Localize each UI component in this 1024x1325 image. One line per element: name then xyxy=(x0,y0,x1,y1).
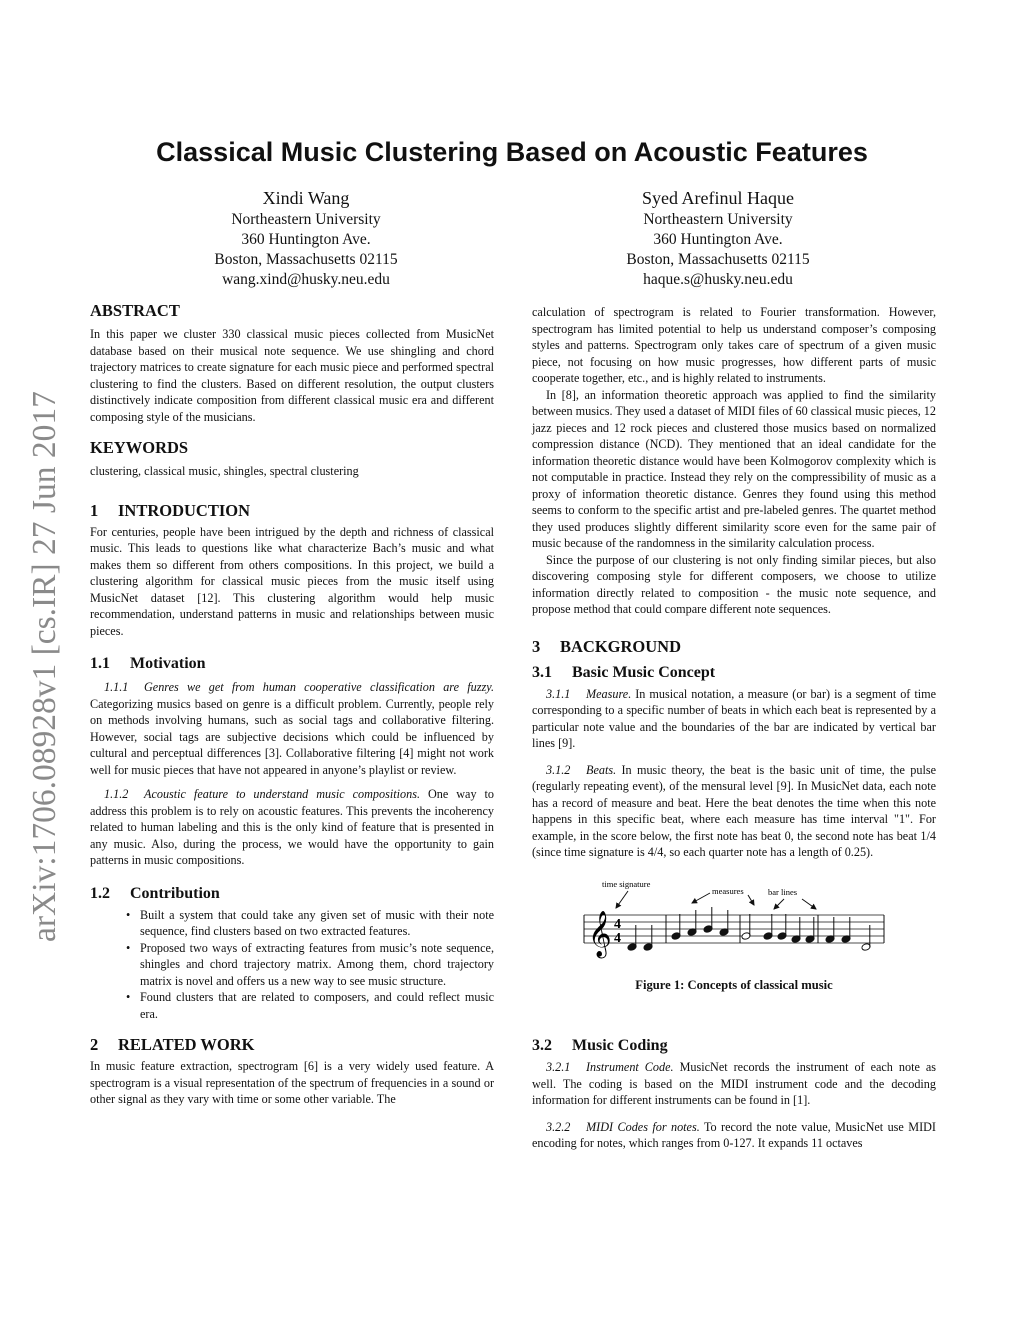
arxiv-stamp xyxy=(22,366,68,942)
keywords-text: clustering, classical music, shingles, spectral clustering xyxy=(90,464,359,478)
subsubsection-title: Instrument Code. xyxy=(586,1060,674,1074)
subsubsection-title: Beats. xyxy=(586,762,617,777)
author-street: 360 Huntington Ave. xyxy=(653,231,783,248)
left-column xyxy=(90,300,494,1108)
keywords-heading: KEYWORDS xyxy=(90,438,189,457)
subsubsection-text: One way to address this problem is to rely on acoustic features. This prevents the incoherency related to human labeling and this is the only kind of feature that is presented in any music. Also, during the process, we would have the opportunity to gain patterns in music compositions. xyxy=(90,787,494,867)
subsubsection-text: In musical notation, a measure (or bar) is a segment of time corresponding to a specific number of beats in which each beat is represented by a particular note value and the boundaries of the bar are indicated by vertical bar lines [9]. xyxy=(532,686,936,750)
paragraph-3-2-2 xyxy=(532,1119,936,1152)
section-heading-related-work xyxy=(90,1034,494,1056)
paragraph-3-2-1 xyxy=(532,1059,936,1109)
subsection-number: 3.1 xyxy=(532,663,552,681)
author-name: Syed Arefinul Haque xyxy=(642,188,794,208)
author-email: wang.xind@husky.neu.edu xyxy=(222,271,390,288)
label-bar-lines: bar lines xyxy=(768,886,798,897)
subsubsection-number: 1.1.1 xyxy=(104,680,129,694)
arxiv-id: arXiv:1706.08928v1 [cs.IR] 27 Jun 2017 xyxy=(26,391,63,942)
subsubsection-number: 3.1.2 xyxy=(546,762,571,777)
section-title: RELATED WORK xyxy=(118,1035,255,1054)
author-city: Boston, Massachusetts 02115 xyxy=(214,251,398,268)
related-work-paragraph-2: In [8], an information theoretic approach was applied to find the similarity between musics. They used a dataset of MIDI files of 60 classical music pieces, 12 jazz pieces and 12 rock pieces and clustered those musics based on normalized compression distance (NCD). They mentioned that an ideal candidate for the information theoretic distance would have been Kolmogorov complexity which is not computable in practice. Instead they rely on the compressibility of music as a proxy of information theoretic distance. Genres they found using this method seems to conform to the specific artist and pre-labeled genres. The quartet method they used produces slightly different similarity score even for the same pair of music because of the randomness in the similarity calculation process. xyxy=(532,387,936,550)
arrow-measures-right xyxy=(748,895,754,905)
section-title: BACKGROUND xyxy=(560,636,682,656)
section-number: 1 xyxy=(90,500,99,520)
subsubsection-text: MusicNet records the instrument of each note as well. The coding is based on the MIDI instrument code and the decoding information for different instruments can be found in [1]. xyxy=(532,1060,937,1107)
time-signature-bottom: 4 xyxy=(614,930,621,946)
subsection-number: 3.2 xyxy=(532,1037,552,1054)
author-city: Boston, Massachusetts 02115 xyxy=(626,251,810,268)
contribution-list xyxy=(90,907,494,1023)
music-score-figure xyxy=(532,875,936,971)
list-item: • Found clusters that are related to composers, and could reflect music era. xyxy=(140,989,494,1022)
abstract-text: In this paper we cluster 330 classical music pieces collected from MusicNet database based on their musical note sequence. We use shingling and chord trajectory matrices to create signature for each music piece and performed spectral clustering to find the clusters. Based on different resolution, the output clusters distinctively indicate composition from different classical music era and different composing style of the musicians. xyxy=(90,327,494,424)
arrow-measures-left xyxy=(692,893,710,903)
section-title: INTRODUCTION xyxy=(118,500,251,520)
list-item: • Built a system that could take any given set of music with their note sequence, find clusters based on two extracted features. xyxy=(140,907,494,940)
subsubsection-title: Acoustic feature to understand music compositions. xyxy=(144,787,420,801)
author-block-2 xyxy=(568,186,868,290)
paragraph-3-1-2 xyxy=(532,762,936,861)
subsection-title: Motivation xyxy=(130,655,206,672)
subsection-heading-contribution xyxy=(90,883,494,905)
right-column xyxy=(532,304,936,1152)
paragraph-1-1-2 xyxy=(90,786,494,869)
abstract-heading: ABSTRACT xyxy=(90,301,180,320)
subsubsection-text: In music theory, the beat is the basic unit of time, the pulse (regularly repeating event), of the mensural level [9]. In MusicNet data, each note has a record of measure and beat. Here the beat denotes the time when this note happens in this specific beat, where each measure has time interval "1". For example, in the score below, the first note has beat 0, the second note has beat 1/4 (since time signature is 4/4, so each quarter note has a length of 0.25). xyxy=(532,762,937,859)
subsection-number: 1.2 xyxy=(90,884,110,902)
related-work-paragraph-3: Since the purpose of our clustering is not only finding similar pieces, but also discovering composing style for different composers, we choose to utilize information directly related to composition - the music note sequence, and propose method that could compare different note sequences. xyxy=(532,552,936,616)
subsection-title: Music Coding xyxy=(572,1037,668,1054)
paper-title: Classical Music Clustering Based on Acoustic Features xyxy=(156,137,868,167)
figure-1 xyxy=(532,875,936,971)
related-work-continued: calculation of spectrogram is related to Fourier transformation. However, spectrogram has limited potential to help us understand composer’s composing styles and patterns. Spectrogram only takes care of spectrum of a given music piece, not focusing on how music progresses, how different parts of music cooperate together, etc., and is highly related to instruments. xyxy=(532,305,936,385)
author-street: 360 Huntington Ave. xyxy=(241,231,371,248)
subsection-heading-motivation xyxy=(90,653,494,675)
subsubsection-title: Measure. xyxy=(586,686,632,701)
subsubsection-title: Genres we get from human cooperative classification are fuzzy. xyxy=(144,680,494,694)
arrow-bar-lines-left xyxy=(774,899,784,909)
time-signature-top: 4 xyxy=(614,916,621,932)
label-measures: measures xyxy=(712,885,744,896)
paragraph-1-1-1 xyxy=(90,679,494,778)
section-number: 3 xyxy=(532,636,541,656)
subsubsection-number: 3.2.2 xyxy=(546,1119,571,1134)
subsection-title: Contribution xyxy=(130,884,220,902)
label-time-signature: time signature xyxy=(602,878,651,889)
treble-clef-icon: 𝄞 xyxy=(588,910,612,956)
arrow-bar-lines-right xyxy=(802,899,816,909)
subsection-number: 1.1 xyxy=(90,655,110,672)
subsubsection-number: 3.1.1 xyxy=(546,686,571,701)
subsubsection-title: MIDI Codes for notes. xyxy=(586,1119,700,1134)
arrow-time-signature xyxy=(616,891,628,908)
subsection-heading-music-coding xyxy=(532,1035,936,1057)
author-email: haque.s@husky.neu.edu xyxy=(643,271,793,288)
subsubsection-text: To record the note value, MusicNet use MIDI encoding for notes, which ranges from 0-127. It expands 11 octaves xyxy=(532,1119,936,1150)
subsubsection-number: 1.1.2 xyxy=(104,787,129,801)
author-name: Xindi Wang xyxy=(262,188,350,208)
section-heading-background xyxy=(532,636,936,658)
section-number: 2 xyxy=(90,1035,99,1054)
figure-caption: Figure 1: Concepts of classical music xyxy=(635,977,833,992)
author-block-1 xyxy=(156,186,456,290)
intro-paragraph: For centuries, people have been intrigued by the depth and richness of classical music. This leads to questions like what characterize Bach’s music and what makes them so different from others compositions. In this project, we build a clustering algorithm for classical music pieces from the music itself using MusicNet dataset [12]. This clustering algorithm would help music recommendation, understand patterns in music and relationships between music pieces. xyxy=(90,524,494,638)
related-work-paragraph: In music feature extraction, spectrogram [6] is a very widely used feature. A spectrogram is a visual representation of the spectrum of frequencies in a sound or other signal as they vary with time or some other variable. The xyxy=(90,1059,494,1106)
list-item: • Proposed two ways of extracting features from music’s note sequence, shingles and chord trajectory matrix. Among them, chord trajectory matrix is novel and offers us a new way to see music structure. xyxy=(140,940,494,990)
author-affiliation: Northeastern University xyxy=(231,211,381,228)
subsection-heading-basic-music-concept xyxy=(532,662,936,684)
subsection-title: Basic Music Concept xyxy=(572,663,716,681)
paragraph-3-1-1 xyxy=(532,686,936,752)
section-heading-introduction xyxy=(90,500,494,522)
staff-lines xyxy=(584,915,884,943)
subsubsection-number: 3.2.1 xyxy=(546,1060,571,1074)
subsubsection-text: Categorizing musics based on genre is a difficult problem. Currently, people rely on methods involving humans, such as social tags and collaborative filtering. However, social tags are subjective decisions which could be influenced by cultural and perceptual differences [3]. Collaborative filtering [4] might not work well for music pieces that have not appeared in anyone’s playlist or review. xyxy=(90,696,494,777)
author-affiliation: Northeastern University xyxy=(643,211,793,228)
